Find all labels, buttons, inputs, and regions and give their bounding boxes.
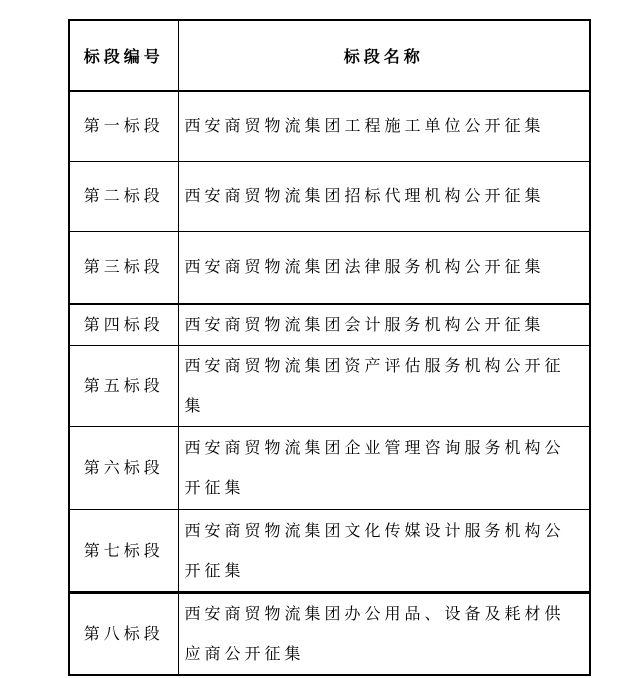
table-row <box>69 231 590 304</box>
table-row <box>69 510 590 593</box>
table-row <box>69 346 590 427</box>
section-name-cell: 西安商贸物流集团办公用品、设备及耗材供应商公开征集 <box>178 593 590 676</box>
section-name-cell: 西安商贸物流集团资产评估服务机构公开征集 <box>178 346 590 427</box>
table-row <box>69 304 590 346</box>
table-row <box>69 427 590 510</box>
section-number-cell: 第五标段 <box>69 346 178 427</box>
section-number-cell: 第三标段 <box>69 231 178 304</box>
section-name-cell: 西安商贸物流集团工程施工单位公开征集 <box>178 91 590 161</box>
section-number-cell: 第七标段 <box>69 510 178 593</box>
header-section-name: 标段名称 <box>178 20 590 91</box>
table-row <box>69 91 590 161</box>
section-number-cell: 第四标段 <box>69 304 178 346</box>
section-number-cell: 第一标段 <box>69 91 178 161</box>
table-row <box>69 593 590 676</box>
section-number-cell: 第八标段 <box>69 593 178 676</box>
section-name-cell: 西安商贸物流集团法律服务机构公开征集 <box>178 231 590 304</box>
section-number-cell: 第六标段 <box>69 427 178 510</box>
table-body <box>69 91 590 675</box>
section-name-cell: 西安商贸物流集团企业管理咨询服务机构公开征集 <box>178 427 590 510</box>
header-section-number: 标段编号 <box>69 20 178 91</box>
table-header <box>69 20 590 91</box>
section-number-cell: 第二标段 <box>69 161 178 231</box>
bid-sections-table <box>68 19 591 676</box>
section-name-cell: 西安商贸物流集团文化传媒设计服务机构公开征集 <box>178 510 590 593</box>
section-name-cell: 西安商贸物流集团招标代理机构公开征集 <box>178 161 590 231</box>
section-name-cell: 西安商贸物流集团会计服务机构公开征集 <box>178 304 590 346</box>
table-row <box>69 161 590 231</box>
header-row <box>69 20 590 91</box>
